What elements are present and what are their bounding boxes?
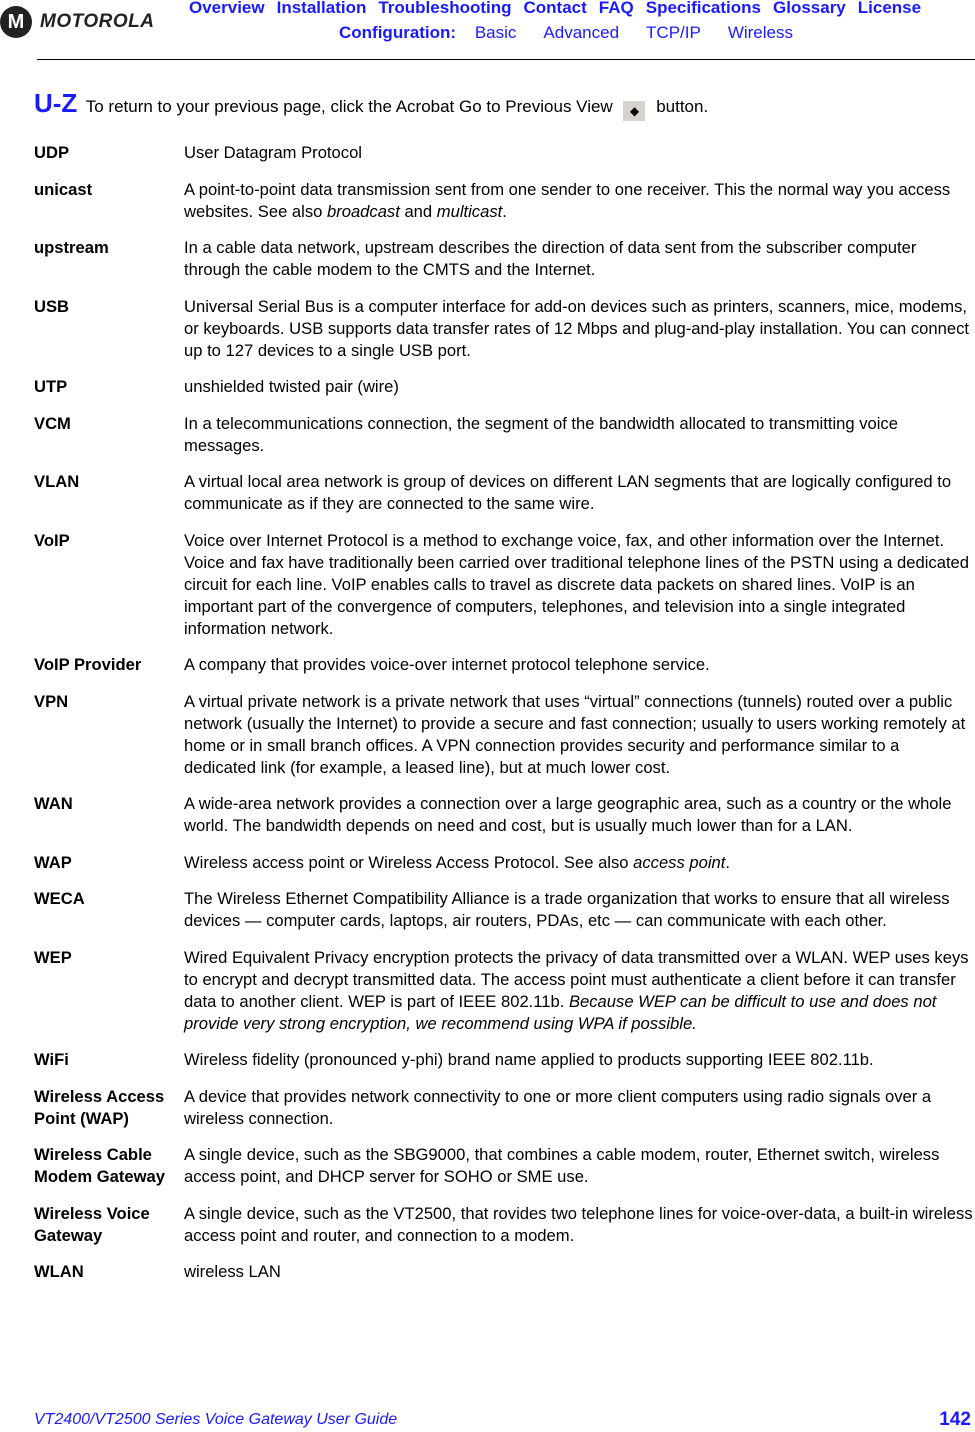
definition-text: The Wireless Ethernet Compatibility Alliance is a trade organization that works to ensure that all wireless devices — computer cards, laptops, air routers, PDAs, etc — can communicate with each other. bbox=[184, 889, 950, 930]
definition-text: unshielded twisted pair (wire) bbox=[184, 377, 399, 396]
glossary-definition bbox=[184, 1086, 975, 1130]
footer-title: VT2400/VT2500 Series Voice Gateway User Guide bbox=[34, 1411, 398, 1428]
glossary-term: VoIP Provider bbox=[34, 655, 142, 674]
glossary-entry bbox=[34, 376, 975, 398]
definition-emphasis: Because WEP can be difficult to use and does not provide very strong encryption, we recommend using WPA if possible. bbox=[184, 991, 937, 1033]
definition-text: Wireless fidelity (pronounced y-phi) brand name applied to products supporting IEEE 802.11b. bbox=[184, 1050, 874, 1069]
definition-text: Voice over Internet Protocol is a method to exchange voice, fax, and other information over the Internet. Voice and fax have traditionally been carried over traditional telephone lines of the PSTN using a dedicated circuit for each line. VoIP enables calls to travel as discrete data packets on shared lines. VoIP is an important part of the convergence of computers, telephones, and television into a single integrated information network. bbox=[184, 530, 970, 638]
config-link-advanced[interactable]: Advanced bbox=[543, 23, 620, 42]
glossary-term: upstream bbox=[34, 238, 109, 257]
glossary-term: WEP bbox=[34, 947, 72, 967]
glossary-definition bbox=[184, 296, 975, 362]
glossary-term: unicast bbox=[34, 179, 93, 199]
definition-text: . bbox=[502, 201, 507, 221]
definition-text: . bbox=[725, 852, 730, 872]
glossary-definition bbox=[184, 471, 975, 515]
definition-text: Universal Serial Bus is a computer interface for add-on devices such as printers, scanners, mice, modems, or keyboards. USB supports data transfer rates of 12 Mbps and plug-and-play installation. You can connect up to 127 devices to a single USB port. bbox=[184, 296, 969, 360]
glossary-term: UTP bbox=[34, 377, 68, 396]
glossary-term: Wireless Access Point (WAP) bbox=[34, 1086, 165, 1128]
glossary-entry bbox=[34, 888, 975, 932]
nav-link-license[interactable]: License bbox=[857, 0, 922, 17]
glossary-definition bbox=[184, 1261, 975, 1283]
nav-link-specifications[interactable]: Specifications bbox=[645, 0, 761, 17]
motorola-logo bbox=[0, 6, 154, 38]
glossary-definition bbox=[184, 179, 975, 223]
glossary-definition bbox=[184, 142, 975, 164]
definition-text: In a cable data network, upstream describes the direction of data sent from the subscriber computer through the cable modem to the CMTS and the Internet. bbox=[184, 238, 917, 279]
glossary-definition bbox=[184, 793, 975, 837]
glossary-entry bbox=[34, 947, 975, 1035]
section-heading: U-Z bbox=[34, 88, 78, 118]
glossary-term: UDP bbox=[34, 143, 70, 162]
definition-text: and bbox=[399, 201, 437, 221]
glossary-term: VLAN bbox=[34, 472, 80, 491]
config-link-wireless[interactable]: Wireless bbox=[727, 23, 793, 42]
definition-emphasis: multicast bbox=[436, 201, 503, 221]
definition-text: Wired Equivalent Privacy encryption protects the privacy of data transmitted over a WLAN. WEP uses keys to encrypt and decrypt transmitted data. The access point must authenticate a client before it can transfer data to another client. WEP is part of IEEE 802.11b. bbox=[184, 947, 969, 1011]
glossary-definition bbox=[184, 1203, 975, 1247]
intro-text-end: button. bbox=[656, 97, 709, 116]
nav-link-glossary[interactable]: Glossary bbox=[773, 0, 846, 17]
definition-emphasis: broadcast bbox=[326, 201, 400, 221]
glossary-entry bbox=[34, 691, 975, 779]
glossary-entry bbox=[34, 142, 975, 164]
definition-text: A single device, such as the VT2500, that rovides two telephone lines for voice-over-data, a built-in wireless access point and router, and connection to a modem. bbox=[184, 1203, 973, 1245]
glossary-term: WAP bbox=[34, 852, 72, 872]
glossary-entry bbox=[34, 1049, 975, 1071]
glossary-definition bbox=[184, 237, 975, 281]
glossary-term: WAN bbox=[34, 794, 73, 813]
glossary-entry bbox=[34, 1144, 975, 1188]
definition-text: A virtual local area network is group of devices on different LAN segments that are logically configured to communicate as if they are connected to the same wire. bbox=[184, 472, 952, 513]
page-number: 142 bbox=[939, 1409, 971, 1430]
glossary-entry bbox=[34, 296, 975, 362]
glossary-entry bbox=[34, 530, 975, 640]
glossary-term: WiFi bbox=[34, 1050, 69, 1069]
config-nav bbox=[339, 23, 820, 43]
glossary-definition bbox=[184, 947, 975, 1035]
glossary-term: Wireless Cable Modem Gateway bbox=[34, 1145, 165, 1186]
nav-link-contact[interactable]: Contact bbox=[523, 0, 587, 17]
glossary-definition bbox=[184, 888, 975, 932]
definition-text: A device that provides network connectivity to one or more client computers using radio signals over a wireless connection. bbox=[184, 1086, 932, 1128]
glossary-definition bbox=[184, 852, 975, 874]
glossary-term: WLAN bbox=[34, 1262, 84, 1281]
definition-text: A point-to-point data transmission sent from one sender to one receiver. This the normal way you access websites. See also bbox=[184, 179, 951, 221]
glossary-entry bbox=[34, 793, 975, 837]
glossary-list bbox=[34, 142, 975, 1298]
intro-text: To return to your previous page, click the Acrobat Go to Previous View bbox=[85, 97, 613, 116]
glossary-entry bbox=[34, 852, 975, 874]
definition-text: wireless LAN bbox=[184, 1262, 281, 1281]
glossary-term: USB bbox=[34, 296, 70, 316]
definition-text: User Datagram Protocol bbox=[184, 143, 362, 162]
top-nav bbox=[189, 0, 933, 18]
glossary-definition bbox=[184, 376, 975, 398]
definition-text: A wide-area network provides a connection over a large geographic area, such as a country or the whole world. The bandwidth depends on need and cost, but is usually much lower than for a LAN. bbox=[184, 794, 952, 835]
glossary-definition bbox=[184, 654, 975, 676]
definition-text: In a telecommunications connection, the segment of the bandwidth allocated to transmitting voice messages. bbox=[184, 413, 898, 455]
definition-text: A virtual private network is a private network that uses “virtual” connections (tunnels) routed over a public network (usually the Internet) to provide a secure and fast connection; usually to users working remotely at home or in small branch offices. A VPN connection provides security and performance similar to a dedicated link (for example, a leased line), but at much lower cost. bbox=[184, 691, 966, 777]
glossary-entry bbox=[34, 1261, 975, 1283]
intro-line bbox=[34, 88, 708, 121]
logo-wordmark: MOTOROLA bbox=[40, 11, 155, 32]
glossary-entry bbox=[34, 413, 975, 457]
definition-text: A single device, such as the SBG9000, that combines a cable modem, router, Ethernet switch, wireless access point, and DHCP server for SOHO or SME use. bbox=[184, 1145, 940, 1186]
header-divider bbox=[37, 59, 975, 60]
glossary-entry bbox=[34, 179, 975, 223]
glossary-definition bbox=[184, 691, 975, 779]
nav-link-troubleshooting[interactable]: Troubleshooting bbox=[378, 0, 512, 17]
glossary-entry bbox=[34, 654, 975, 676]
glossary-term: VPN bbox=[34, 691, 69, 711]
motorola-batwing-icon: M bbox=[0, 6, 32, 38]
glossary-term: VoIP bbox=[34, 530, 70, 550]
definition-emphasis: access point bbox=[633, 852, 726, 872]
glossary-entry bbox=[34, 1086, 975, 1130]
config-link-basic[interactable]: Basic bbox=[474, 23, 517, 42]
glossary-entry bbox=[34, 237, 975, 281]
glossary-definition bbox=[184, 413, 975, 457]
glossary-definition bbox=[184, 530, 975, 640]
definition-text: Wireless access point or Wireless Access Protocol. See also bbox=[184, 852, 634, 872]
definition-text: A company that provides voice-over internet protocol telephone service. bbox=[184, 655, 710, 674]
glossary-entry bbox=[34, 471, 975, 515]
glossary-term: VCM bbox=[34, 413, 71, 433]
config-link-tcpip[interactable]: TCP/IP bbox=[646, 23, 701, 42]
glossary-term: WECA bbox=[34, 889, 85, 908]
nav-link-overview[interactable]: Overview bbox=[189, 0, 265, 17]
nav-link-faq[interactable]: FAQ bbox=[598, 0, 634, 17]
glossary-definition bbox=[184, 1049, 975, 1071]
glossary-entry bbox=[34, 1203, 975, 1247]
nav-link-installation[interactable]: Installation bbox=[276, 0, 367, 17]
previous-view-icon: ◆ bbox=[623, 101, 645, 121]
glossary-term: Wireless Voice Gateway bbox=[34, 1203, 150, 1245]
config-label: Configuration: bbox=[339, 23, 457, 42]
glossary-definition bbox=[184, 1144, 975, 1188]
